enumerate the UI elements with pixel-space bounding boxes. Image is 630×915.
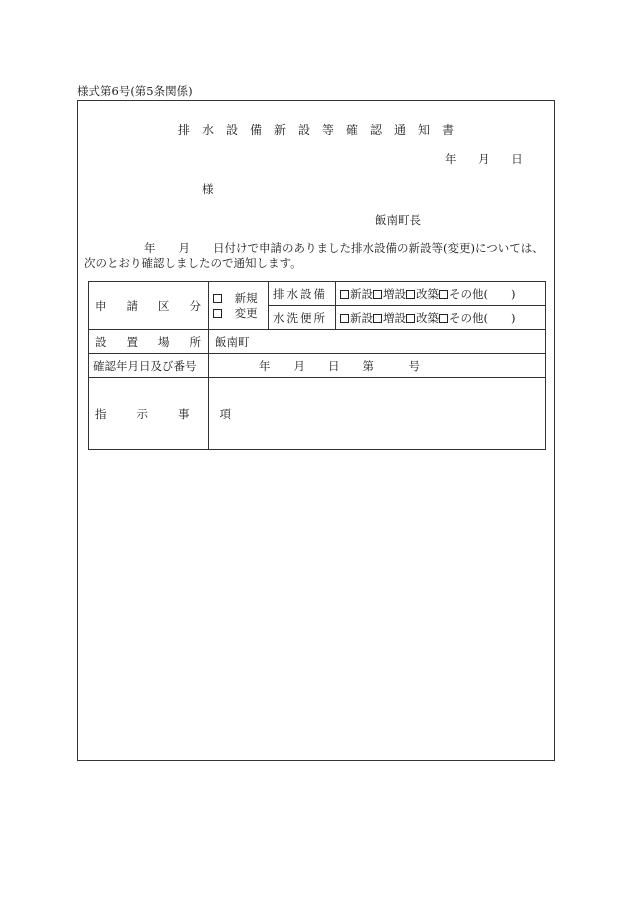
checkbox-icon xyxy=(406,290,415,299)
table-row xyxy=(89,378,546,450)
table-row xyxy=(89,354,546,378)
checkbox-other[interactable] xyxy=(439,311,515,325)
option-label: 新規 xyxy=(234,290,258,305)
sender-name: 飯南町長 xyxy=(375,213,421,227)
checkbox-rebuild[interactable] xyxy=(406,287,439,301)
location-value[interactable]: 飯南町 xyxy=(209,330,546,354)
option-label: 変更 xyxy=(234,305,258,320)
checkbox-icon xyxy=(213,294,222,303)
application-type-label-cell xyxy=(89,282,221,330)
table-row xyxy=(89,330,546,354)
checkbox-icon xyxy=(373,290,382,299)
checkbox-icon xyxy=(373,314,382,323)
checkbox-label: 改築 xyxy=(416,286,439,301)
checkbox-icon xyxy=(213,309,222,318)
facility-label: 水洗便所 xyxy=(273,310,327,325)
facility-label-cell xyxy=(269,306,336,330)
checkbox-other[interactable] xyxy=(439,287,515,301)
checkbox-label: その他( ) xyxy=(449,310,516,325)
checkbox-icon xyxy=(340,290,349,299)
location-label-cell xyxy=(89,330,221,354)
instructions-label-cell xyxy=(89,378,261,450)
checkbox-new[interactable] xyxy=(340,287,373,301)
facility-label: 排水設備 xyxy=(273,286,327,301)
checkbox-label: 新設 xyxy=(350,310,373,325)
checkbox-label: 増設 xyxy=(383,310,406,325)
instructions-label: 指示事項 xyxy=(95,406,261,421)
checkbox-icon xyxy=(406,314,415,323)
form-number: 様式第6号(第5条関係) xyxy=(77,84,193,98)
document-title: 排水設備新設等確認通知書 xyxy=(177,123,466,137)
facility-options-cell xyxy=(336,282,546,306)
option-change[interactable] xyxy=(213,306,264,321)
notice-body-text: 年 月 日付けで申請のありました排水設備の新設等(変更)については、次のとおり確認しましたので通知します。 xyxy=(84,241,544,270)
checkbox-icon xyxy=(340,314,349,323)
checkbox-icon xyxy=(439,290,448,299)
issue-date-line: 年 月 日 xyxy=(445,152,523,166)
checkbox-new[interactable] xyxy=(340,311,373,325)
addressee-suffix: 様 xyxy=(202,182,214,196)
location-label: 設置場所 xyxy=(95,334,221,349)
facility-options-cell xyxy=(336,306,546,330)
checkbox-label: 改築 xyxy=(416,310,439,325)
checkbox-label: 増設 xyxy=(383,286,406,301)
checkbox-label: 新設 xyxy=(350,286,373,301)
document-frame xyxy=(77,100,555,761)
confirmation-table xyxy=(88,281,546,450)
confirm-date-number: 年 月 日 第 号 xyxy=(259,358,420,373)
application-type-options xyxy=(209,282,269,330)
checkbox-icon xyxy=(439,314,448,323)
option-new[interactable] xyxy=(213,291,264,306)
table-row xyxy=(89,282,546,306)
checkbox-rebuild[interactable] xyxy=(406,311,439,325)
confirm-value[interactable] xyxy=(209,354,546,378)
checkbox-label: その他( ) xyxy=(449,286,516,301)
checkbox-extend[interactable] xyxy=(373,287,406,301)
confirm-label: 確認年月日及び番号 xyxy=(89,354,209,378)
facility-label-cell xyxy=(269,282,336,306)
application-type-label: 申請区分 xyxy=(95,298,221,313)
checkbox-extend[interactable] xyxy=(373,311,406,325)
